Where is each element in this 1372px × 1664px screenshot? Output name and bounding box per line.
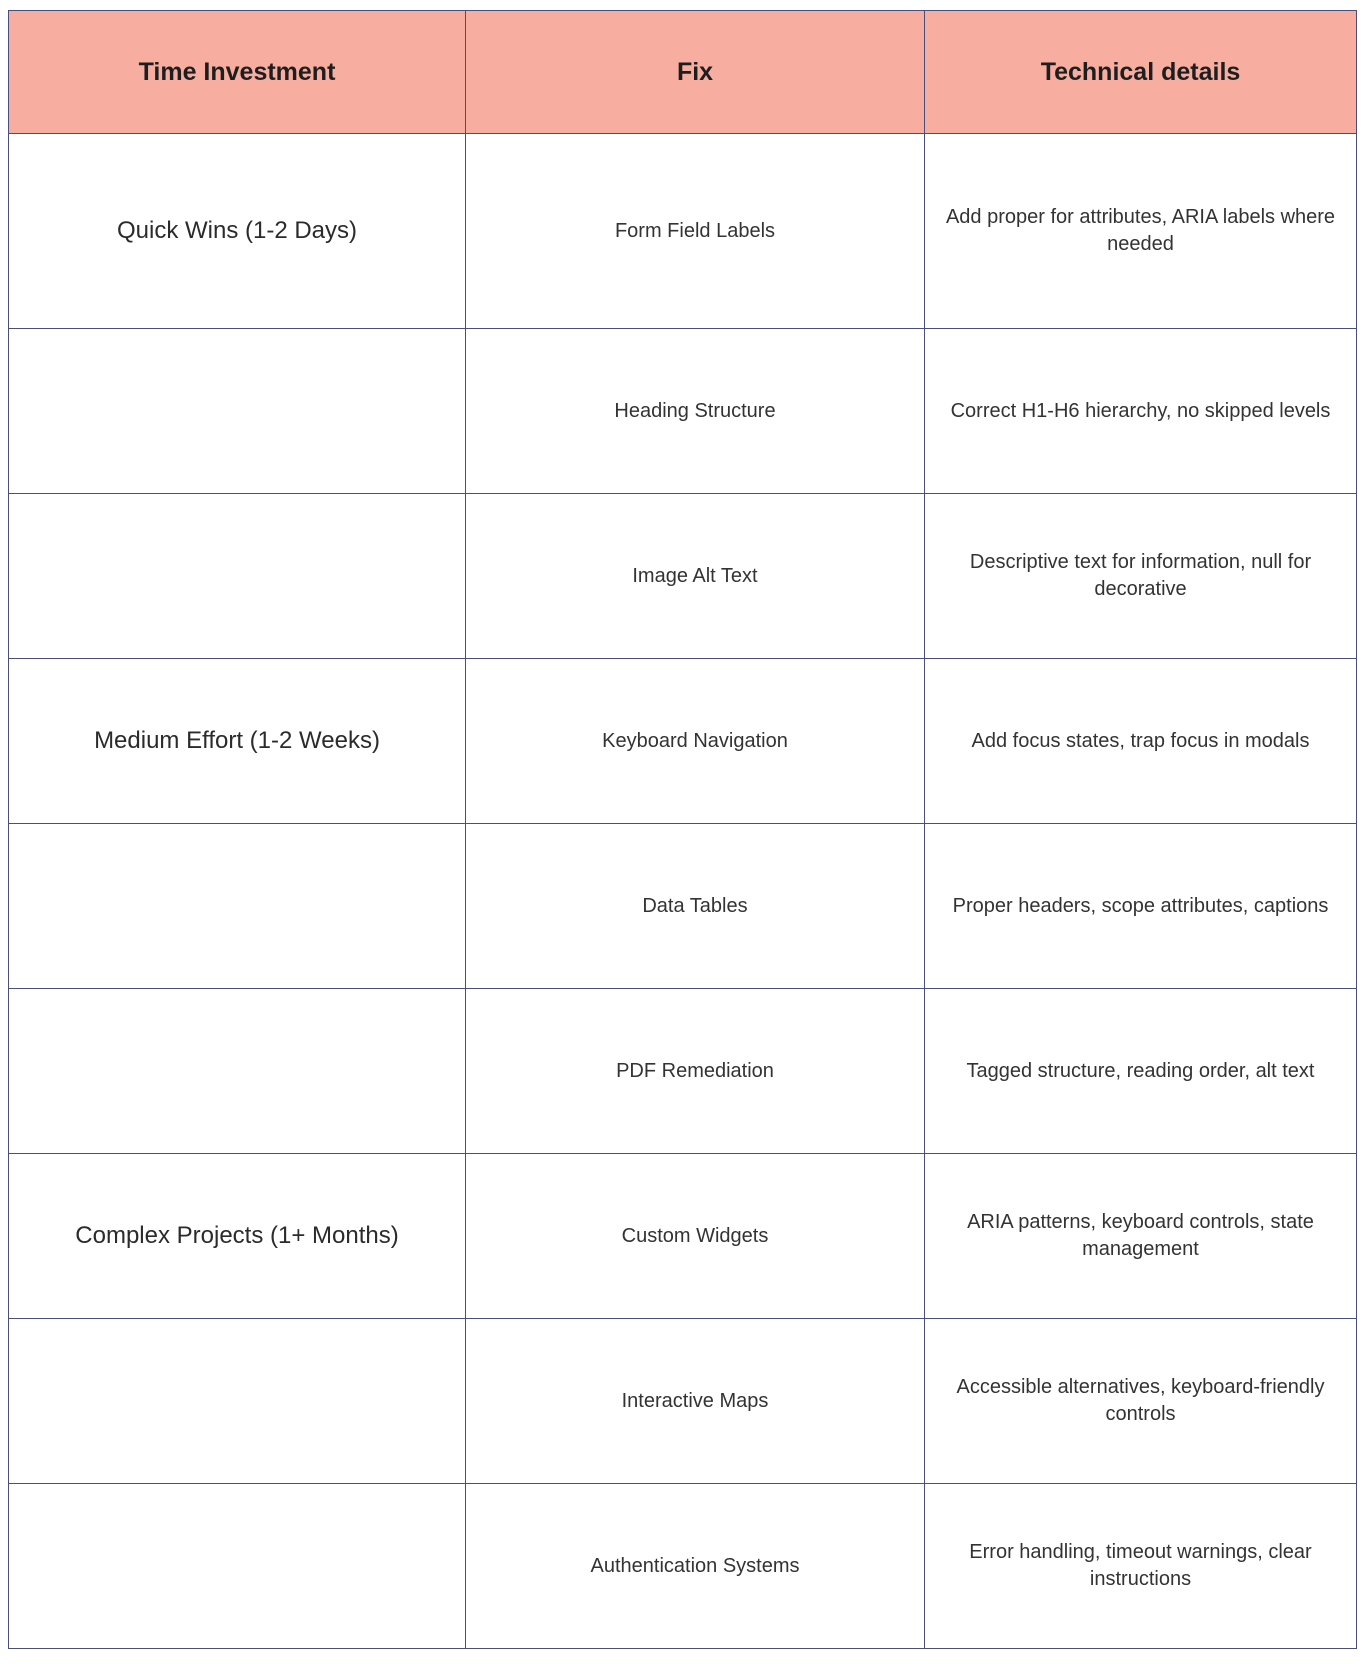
fix-cell: Image Alt Text [466,494,925,659]
fix-cell: Interactive Maps [466,1319,925,1484]
fixes-table [8,10,1357,1649]
fix-cell: Data Tables [466,824,925,989]
technical-detail-cell: Tagged structure, reading order, alt text [925,989,1357,1154]
technical-detail-cell: ARIA patterns, keyboard controls, state management [925,1154,1357,1319]
fix-cell: Keyboard Navigation [466,659,925,824]
time-investment-cell [9,329,466,494]
time-investment-cell [9,494,466,659]
technical-detail-cell: Accessible alternatives, keyboard-friendly controls [925,1319,1357,1484]
table-row [9,989,1357,1154]
fix-cell: Heading Structure [466,329,925,494]
technical-detail-cell: Add focus states, trap focus in modals [925,659,1357,824]
header-row [9,11,1357,134]
table-row [9,1319,1357,1484]
table-row [9,824,1357,989]
table-row [9,659,1357,824]
fix-cell: Form Field Labels [466,134,925,329]
table-row [9,134,1357,329]
time-investment-cell [9,989,466,1154]
technical-detail-cell: Error handling, timeout warnings, clear instructions [925,1484,1357,1649]
technical-detail-cell: Correct H1-H6 hierarchy, no skipped levels [925,329,1357,494]
time-investment-cell: Medium Effort (1-2 Weeks) [9,659,466,824]
technical-detail-cell: Proper headers, scope attributes, captions [925,824,1357,989]
table-row [9,1484,1357,1649]
time-investment-cell [9,1484,466,1649]
fix-cell: Custom Widgets [466,1154,925,1319]
time-investment-cell [9,824,466,989]
table-row [9,329,1357,494]
table-row [9,1154,1357,1319]
header-fix: Fix [466,11,925,134]
time-investment-cell: Quick Wins (1-2 Days) [9,134,466,329]
time-investment-cell [9,1319,466,1484]
fix-cell: PDF Remediation [466,989,925,1154]
time-investment-cell: Complex Projects (1+ Months) [9,1154,466,1319]
fix-cell: Authentication Systems [466,1484,925,1649]
header-technical-details: Technical details [925,11,1357,134]
technical-detail-cell: Add proper for attributes, ARIA labels where needed [925,134,1357,329]
table-row [9,494,1357,659]
header-time-investment: Time Investment [9,11,466,134]
technical-detail-cell: Descriptive text for information, null for decorative [925,494,1357,659]
